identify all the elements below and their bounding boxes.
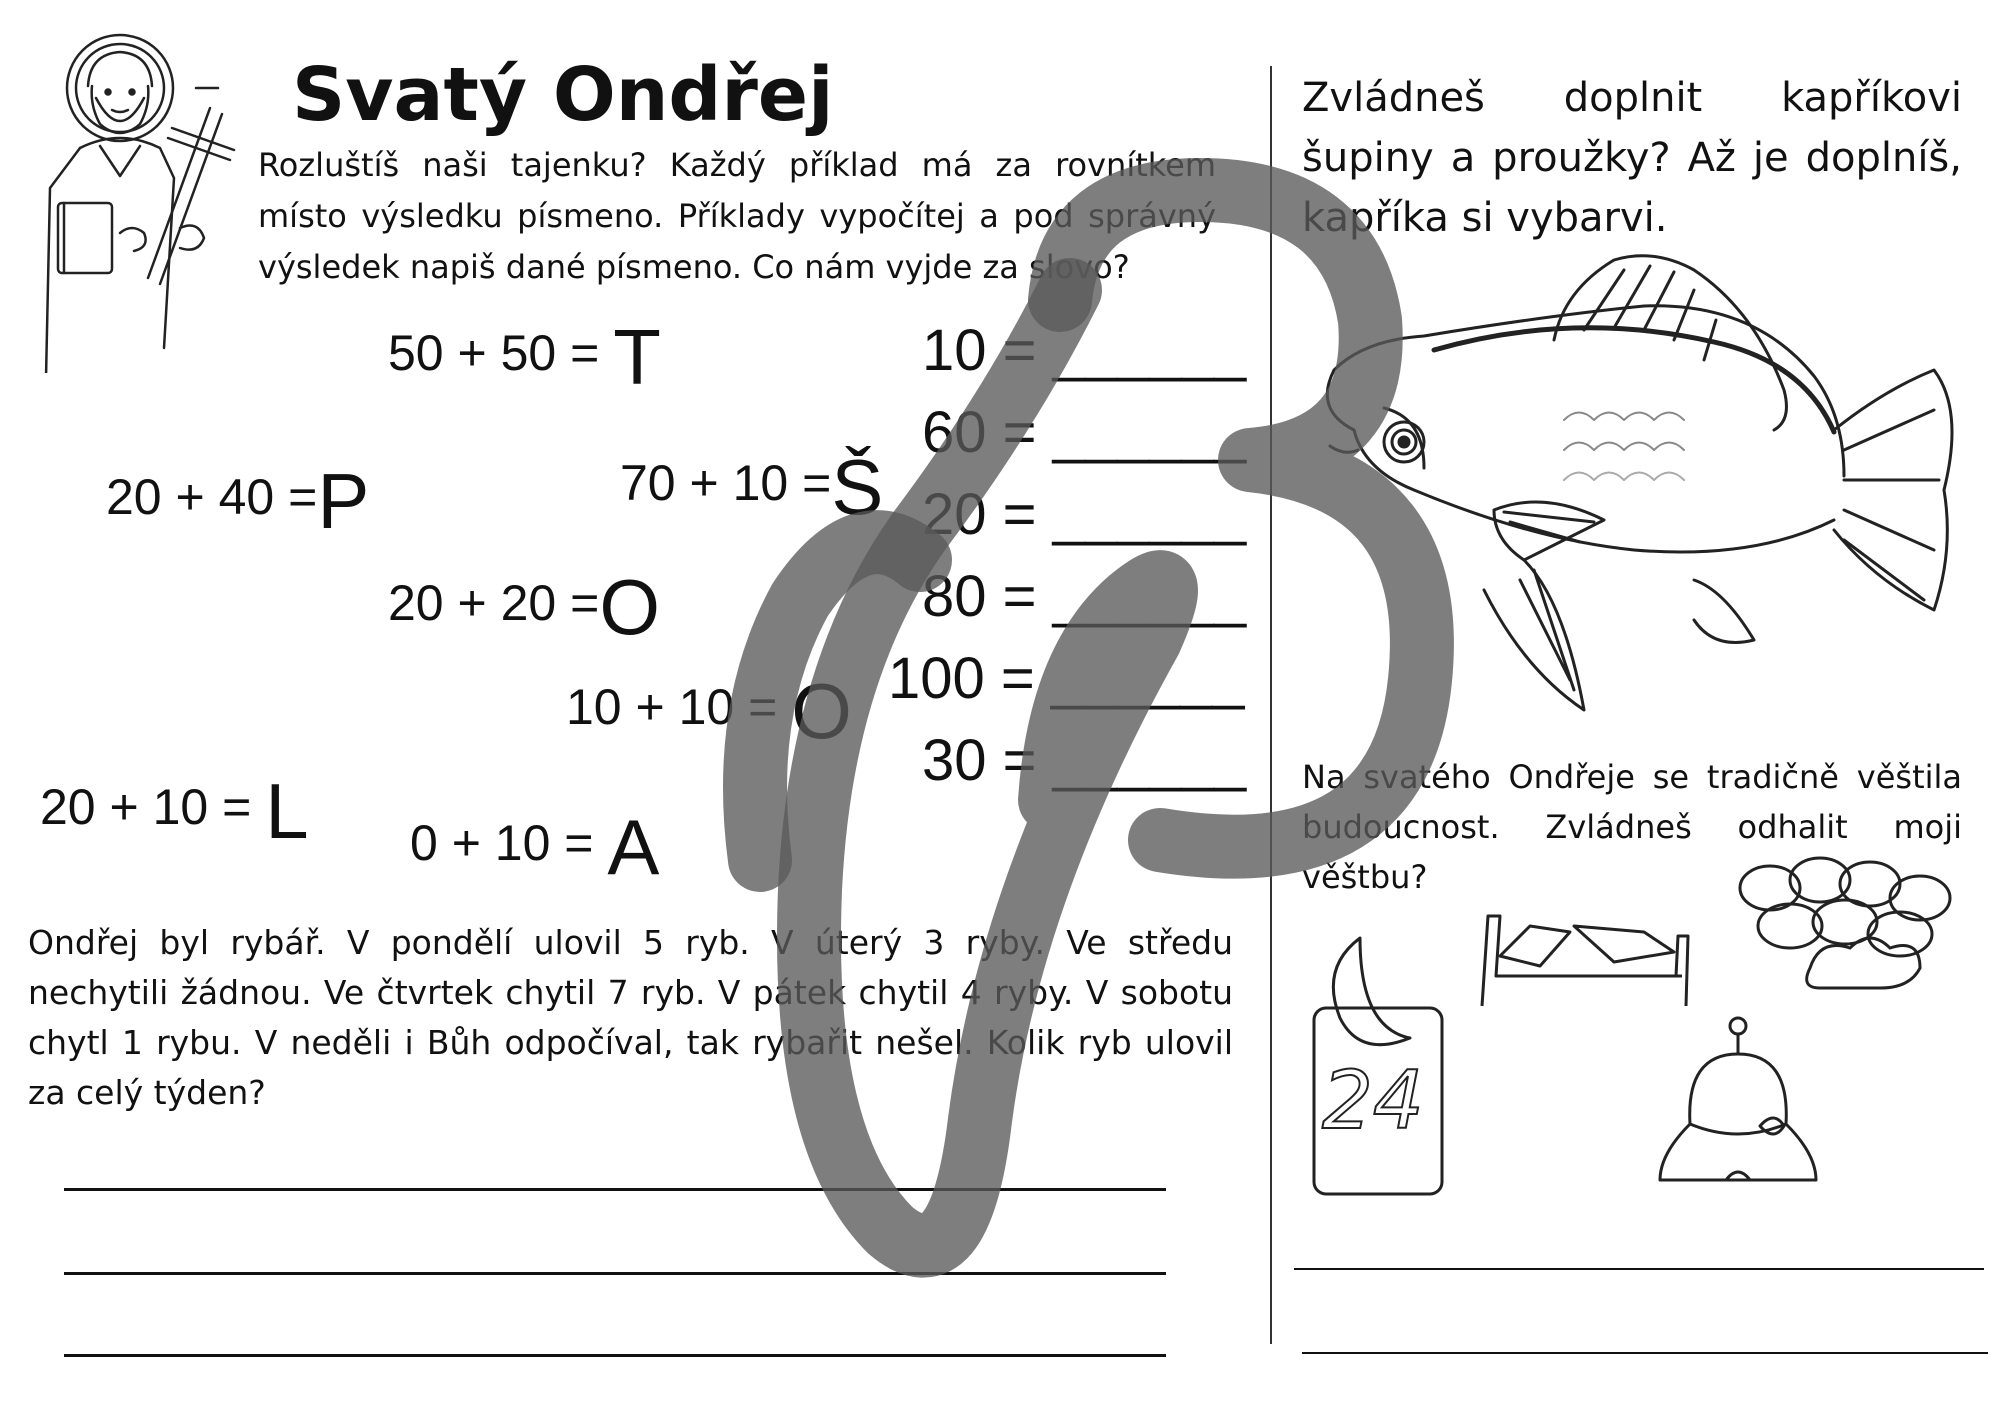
answer-blank[interactable]: ______ [1052,318,1247,383]
answer-row-3 [922,482,1247,547]
carp-fish-icon[interactable] [1284,250,1984,730]
equation-letter: O [791,667,852,755]
page-title: Svatý Ondřej [292,52,834,138]
answer-blank[interactable]: ______ [1052,564,1247,629]
fortune-instructions: Na svatého Ondřeje se tradičně věštila budoucnost. Zvládneš odhalit moji věštbu? [1302,758,1962,896]
answer-value: 60 = [922,400,1037,465]
answer-row-5 [888,646,1245,711]
answer-row-4 [922,564,1247,629]
answer-row-1 [922,318,1247,383]
bed-icon [1474,896,1696,1016]
answer-blank[interactable]: ______ [1050,646,1245,711]
equation-expr: 10 + 10 = [566,679,778,736]
fortune-line-1[interactable] [1294,1268,1984,1270]
equation-5 [566,667,852,755]
answer-value: 80 = [922,564,1037,629]
equation-6 [40,767,309,855]
fish-instructions: Zvládneš doplnit kapříkovi šupiny a proužky? Až je doplníš, kapříka si vybarvi. [1302,75,1962,241]
equation-1 [388,313,661,401]
equation-letter: Š [831,443,884,531]
answer-row-6 [922,728,1247,793]
answer-blank[interactable]: ______ [1052,400,1247,465]
calendar-number: 24 [1322,1054,1424,1147]
answer-blank[interactable]: ______ [1052,728,1247,793]
moon-calendar-icon [1310,928,1470,1198]
answer-row-2 [922,400,1247,465]
puzzle-instructions: Rozluštíš naši tajenku? Každý příklad má za rovnítkem místo výsledku písmeno. Příklady vypočítej a pod správný výsledek napiš dané písmeno. Co nám vyjde za slovo? [258,146,1216,286]
equation-letter: T [613,313,661,401]
fortune-line-2[interactable] [1302,1352,1988,1354]
equation-letter: O [599,563,660,651]
equation-letter: P [317,457,370,545]
answer-value: 10 = [922,318,1037,383]
column-divider [1270,66,1272,1344]
answer-line-1[interactable] [64,1188,1166,1191]
equation-4 [388,563,660,651]
equation-letter: A [607,803,660,891]
equation-2 [106,457,370,545]
answer-line-3[interactable] [64,1354,1166,1357]
braided-bread-icon [1730,848,1960,998]
saint-andrew-icon [20,28,250,373]
answer-value: 20 = [922,482,1037,547]
equation-expr: 20 + 10 = [40,779,252,836]
equation-letter: L [265,767,309,855]
bell-icon [1650,1014,1826,1194]
equation-expr: 70 + 10 = [620,455,832,512]
equation-expr: 20 + 20 = [388,575,600,632]
answer-blank[interactable]: ______ [1052,482,1247,547]
equation-expr: 50 + 50 = [388,325,600,382]
word-problem: Ondřej byl rybář. V pondělí ulovil 5 ryb. V úterý 3 ryby. Ve středu nechytili žádnou. Ve čtvrtek chytil 7 ryb. V pátek chytil 4 ryby. V sobotu chytl 1 rybu. V neděli i Bůh odpočíval, tak rybařit nešel. Kolik ryb ulovil za celý týden? [28,923,1233,1112]
equation-7 [410,803,660,891]
equation-expr: 20 + 40 = [106,469,318,526]
equation-3 [620,443,884,531]
answer-value: 100 = [888,646,1035,711]
answer-value: 30 = [922,728,1037,793]
answer-line-2[interactable] [64,1272,1166,1275]
equation-expr: 0 + 10 = [410,815,594,872]
